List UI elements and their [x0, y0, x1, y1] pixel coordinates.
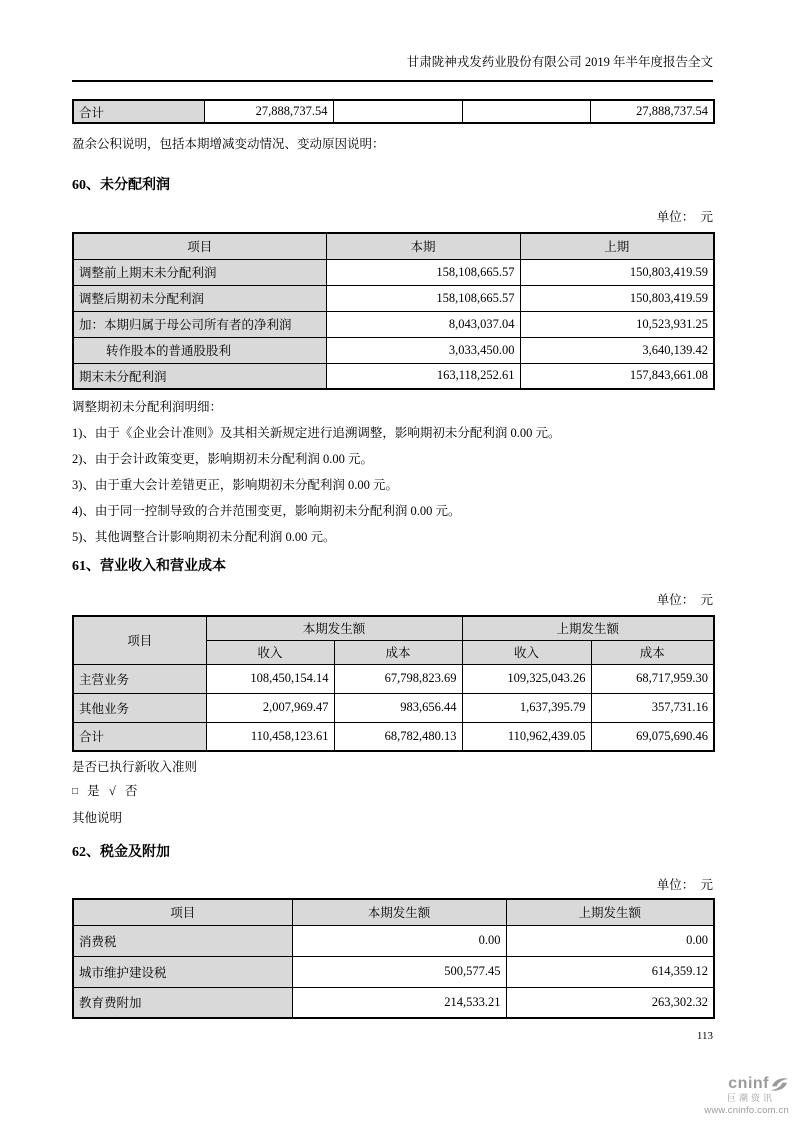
value-cell: 0.00	[506, 925, 714, 956]
table-header-row	[73, 899, 714, 925]
value-cell: 2,007,969.47	[206, 693, 334, 722]
table-row	[73, 363, 714, 389]
column-header: 项目	[73, 616, 206, 664]
row-label: 城市维护建设税	[73, 956, 292, 987]
table-row	[73, 337, 714, 363]
column-header: 本期发生额	[292, 899, 506, 925]
value-cell: 108,450,154.14	[206, 664, 334, 693]
column-header: 上期	[520, 233, 714, 259]
table-row	[73, 311, 714, 337]
row-label: 调整后期初未分配利润	[73, 285, 326, 311]
value-cell: 68,717,959.30	[591, 664, 714, 693]
value-cell: 163,118,252.61	[326, 363, 520, 389]
table-row	[73, 693, 714, 722]
adjustment-detail-item: 3)、由于重大会计差错更正，影响期初未分配利润 0.00 元。	[72, 478, 399, 492]
cninfo-wordmark: cninf	[728, 1075, 769, 1092]
check-mark-no-selected: √	[108, 784, 116, 798]
value-cell: 150,803,419.59	[520, 285, 714, 311]
table-row	[73, 259, 714, 285]
checkbox-yes-unchecked: □	[72, 786, 79, 797]
column-header: 上期发生额	[462, 616, 714, 640]
row-label: 教育费附加	[73, 987, 292, 1018]
new-revenue-standard-question: 是否已执行新收入准则	[72, 760, 198, 774]
value-cell: 158,108,665.57	[326, 285, 520, 311]
column-header: 成本	[334, 640, 462, 664]
value-cell: 150,803,419.59	[520, 259, 714, 285]
row-label: 加：本期归属于母公司所有者的净利润	[73, 311, 326, 337]
cninfo-chinese-name: 巨潮资讯	[726, 1093, 775, 1103]
section-62-title: 62、税金及附加	[72, 845, 170, 860]
value-cell: 3,640,139.42	[520, 337, 714, 363]
value-cell: 3,033,450.00	[326, 337, 520, 363]
surplus-reserve-note: 盈余公积说明，包括本期增减变动情况、变动原因说明：	[72, 137, 385, 151]
row-label: 期末未分配利润	[73, 363, 326, 389]
section-61-title: 61、营业收入和营业成本	[72, 559, 226, 574]
value-cell: 109,325,043.26	[462, 664, 591, 693]
value-cell: 27,888,737.54	[204, 100, 333, 123]
adjustment-detail-item: 5)、其他调整合计影响期初未分配利润 0.00 元。	[72, 530, 336, 544]
table-row	[73, 925, 714, 956]
column-header: 收入	[462, 640, 591, 664]
column-header: 收入	[206, 640, 334, 664]
value-cell: 357,731.16	[591, 693, 714, 722]
cninfo-logo	[697, 1076, 789, 1116]
cninfo-url: www.cninfo.com.cn	[704, 1105, 789, 1116]
value-cell: 10,523,931.25	[520, 311, 714, 337]
value-cell: 110,962,439.05	[462, 722, 591, 751]
value-cell: 110,458,123.61	[206, 722, 334, 751]
row-label: 主营业务	[73, 664, 206, 693]
value-cell: 68,782,480.13	[334, 722, 462, 751]
table-row	[73, 722, 714, 751]
column-header: 项目	[73, 233, 326, 259]
taxes-surcharges-table	[72, 898, 715, 1019]
value-cell: 614,359.12	[506, 956, 714, 987]
adjustment-detail-item: 1)、由于《企业会计准则》及其相关新规定进行追溯调整，影响期初未分配利润 0.00 元。	[72, 426, 561, 440]
row-label: 合计	[73, 722, 206, 751]
revenue-cost-table	[72, 615, 715, 752]
row-label: 消费税	[73, 925, 292, 956]
yes-label: 是	[87, 784, 100, 798]
column-header: 项目	[73, 899, 292, 925]
value-cell	[462, 100, 590, 123]
table-row	[73, 956, 714, 987]
value-cell: 1,637,395.79	[462, 693, 591, 722]
value-cell: 214,533.21	[292, 987, 506, 1018]
column-header: 成本	[591, 640, 714, 664]
page-number: 113	[696, 1030, 713, 1042]
column-header: 上期发生额	[506, 899, 714, 925]
row-label: 转作股本的普通股股利	[73, 337, 326, 363]
unit-label: 单位： 元	[656, 878, 713, 892]
section-60-title: 60、未分配利润	[72, 178, 170, 193]
table-row	[73, 285, 714, 311]
column-header: 本期发生额	[206, 616, 462, 640]
value-cell: 263,302.32	[506, 987, 714, 1018]
value-cell	[333, 100, 462, 123]
no-label: 否	[124, 784, 138, 798]
column-header: 本期	[326, 233, 520, 259]
value-cell: 8,043,037.04	[326, 311, 520, 337]
row-label: 调整前上期末未分配利润	[73, 259, 326, 285]
cninfo-swirl-icon	[770, 1077, 789, 1092]
adjustment-detail-title: 调整期初未分配利润明细：	[72, 400, 223, 414]
table-header-row	[73, 616, 714, 640]
table-row	[73, 987, 714, 1018]
value-cell: 67,798,823.69	[334, 664, 462, 693]
running-header	[72, 0, 713, 82]
surplus-reserve-total-table	[72, 99, 715, 124]
value-cell: 500,577.45	[292, 956, 506, 987]
table-row	[73, 664, 714, 693]
total-label-cell: 合计	[73, 100, 204, 123]
unit-label: 单位： 元	[656, 593, 713, 607]
retained-earnings-table	[72, 232, 715, 390]
value-cell: 157,843,661.08	[520, 363, 714, 389]
value-cell: 983,656.44	[334, 693, 462, 722]
value-cell: 0.00	[292, 925, 506, 956]
yes-no-check-line	[72, 783, 713, 801]
row-label: 其他业务	[73, 693, 206, 722]
unit-label: 单位： 元	[656, 210, 713, 224]
value-cell: 158,108,665.57	[326, 259, 520, 285]
other-note-label: 其他说明	[72, 811, 123, 825]
table-row	[73, 100, 714, 123]
value-cell: 27,888,737.54	[590, 100, 714, 123]
report-title: 甘肃陇神戎发药业股份有限公司 2019 年半年度报告全文	[406, 55, 713, 69]
value-cell: 69,075,690.46	[591, 722, 714, 751]
adjustment-detail-item: 2)、由于会计政策变更，影响期初未分配利润 0.00 元。	[72, 452, 374, 466]
cninfo-logo-top	[697, 1076, 789, 1092]
table-header-row	[73, 233, 714, 259]
adjustment-detail-item: 4)、由于同一控制导致的合并范围变更，影响期初未分配利润 0.00 元。	[72, 504, 461, 518]
